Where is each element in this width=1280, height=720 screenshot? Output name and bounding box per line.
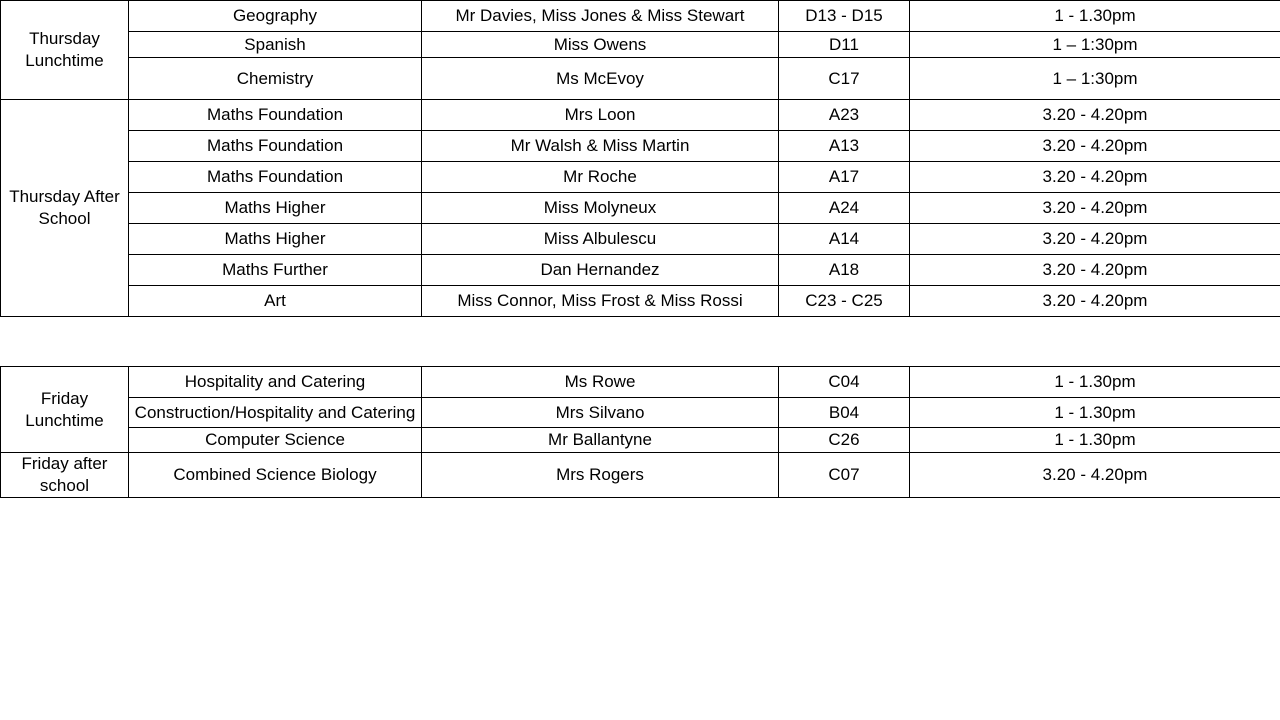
teacher-cell: Miss Owens (422, 32, 779, 58)
time-cell: 3.20 - 4.20pm (910, 162, 1280, 193)
teacher-cell: Miss Molyneux (422, 193, 779, 224)
time-cell: 1 - 1.30pm (910, 428, 1280, 453)
teacher-cell: Mr Ballantyne (422, 428, 779, 453)
table-row (1, 193, 1280, 224)
teacher-cell: Mrs Rogers (422, 453, 779, 498)
subject-cell: Maths Higher (129, 224, 422, 255)
time-cell: 1 - 1.30pm (910, 1, 1280, 32)
day-label-friday-after-school: Friday after school (1, 453, 129, 498)
subject-cell: Combined Science Biology (129, 453, 422, 498)
teacher-cell: Ms McEvoy (422, 58, 779, 100)
table-row (1, 58, 1280, 100)
time-cell: 3.20 - 4.20pm (910, 131, 1280, 162)
subject-cell: Maths Foundation (129, 162, 422, 193)
room-cell: C23 - C25 (779, 286, 910, 317)
table-row (1, 100, 1280, 131)
room-cell: D11 (779, 32, 910, 58)
table-row (1, 453, 1280, 498)
teacher-cell: Miss Connor, Miss Frost & Miss Rossi (422, 286, 779, 317)
time-cell: 1 - 1.30pm (910, 398, 1280, 428)
subject-cell: Construction/Hospitality and Catering (129, 398, 422, 428)
table-row (1, 1, 1280, 32)
subject-cell: Maths Foundation (129, 100, 422, 131)
time-cell: 3.20 - 4.20pm (910, 193, 1280, 224)
subject-cell: Computer Science (129, 428, 422, 453)
thursday-schedule-table (0, 0, 1280, 317)
time-cell: 1 - 1.30pm (910, 367, 1280, 398)
teacher-cell: Mrs Loon (422, 100, 779, 131)
teacher-cell: Mr Roche (422, 162, 779, 193)
teacher-cell: Dan Hernandez (422, 255, 779, 286)
table-row (1, 398, 1280, 428)
room-cell: C07 (779, 453, 910, 498)
table-row (1, 131, 1280, 162)
table-row (1, 162, 1280, 193)
subject-cell: Maths Higher (129, 193, 422, 224)
room-cell: B04 (779, 398, 910, 428)
table-row (1, 286, 1280, 317)
subject-cell: Maths Further (129, 255, 422, 286)
time-cell: 1 – 1:30pm (910, 32, 1280, 58)
subject-cell: Maths Foundation (129, 131, 422, 162)
room-cell: C26 (779, 428, 910, 453)
time-cell: 3.20 - 4.20pm (910, 255, 1280, 286)
time-cell: 3.20 - 4.20pm (910, 100, 1280, 131)
room-cell: A23 (779, 100, 910, 131)
room-cell: D13 - D15 (779, 1, 910, 32)
table-row (1, 428, 1280, 453)
teacher-cell: Miss Albulescu (422, 224, 779, 255)
day-label-thursday-after-school: Thursday After School (1, 100, 129, 317)
teacher-cell: Mr Walsh & Miss Martin (422, 131, 779, 162)
time-cell: 3.20 - 4.20pm (910, 224, 1280, 255)
table-row (1, 32, 1280, 58)
teacher-cell: Mrs Silvano (422, 398, 779, 428)
time-cell: 3.20 - 4.20pm (910, 286, 1280, 317)
subject-cell: Hospitality and Catering (129, 367, 422, 398)
teacher-cell: Ms Rowe (422, 367, 779, 398)
room-cell: A17 (779, 162, 910, 193)
time-cell: 1 – 1:30pm (910, 58, 1280, 100)
room-cell: A18 (779, 255, 910, 286)
room-cell: A24 (779, 193, 910, 224)
room-cell: C17 (779, 58, 910, 100)
subject-cell: Chemistry (129, 58, 422, 100)
table-row (1, 367, 1280, 398)
room-cell: C04 (779, 367, 910, 398)
table-row (1, 224, 1280, 255)
room-cell: A13 (779, 131, 910, 162)
friday-schedule-table (0, 366, 1280, 498)
teacher-cell: Mr Davies, Miss Jones & Miss Stewart (422, 1, 779, 32)
time-cell: 3.20 - 4.20pm (910, 453, 1280, 498)
subject-cell: Spanish (129, 32, 422, 58)
subject-cell: Geography (129, 1, 422, 32)
day-label-friday-lunchtime: Friday Lunchtime (1, 367, 129, 453)
table-row (1, 255, 1280, 286)
room-cell: A14 (779, 224, 910, 255)
day-label-thursday-lunchtime: Thursday Lunchtime (1, 1, 129, 100)
subject-cell: Art (129, 286, 422, 317)
